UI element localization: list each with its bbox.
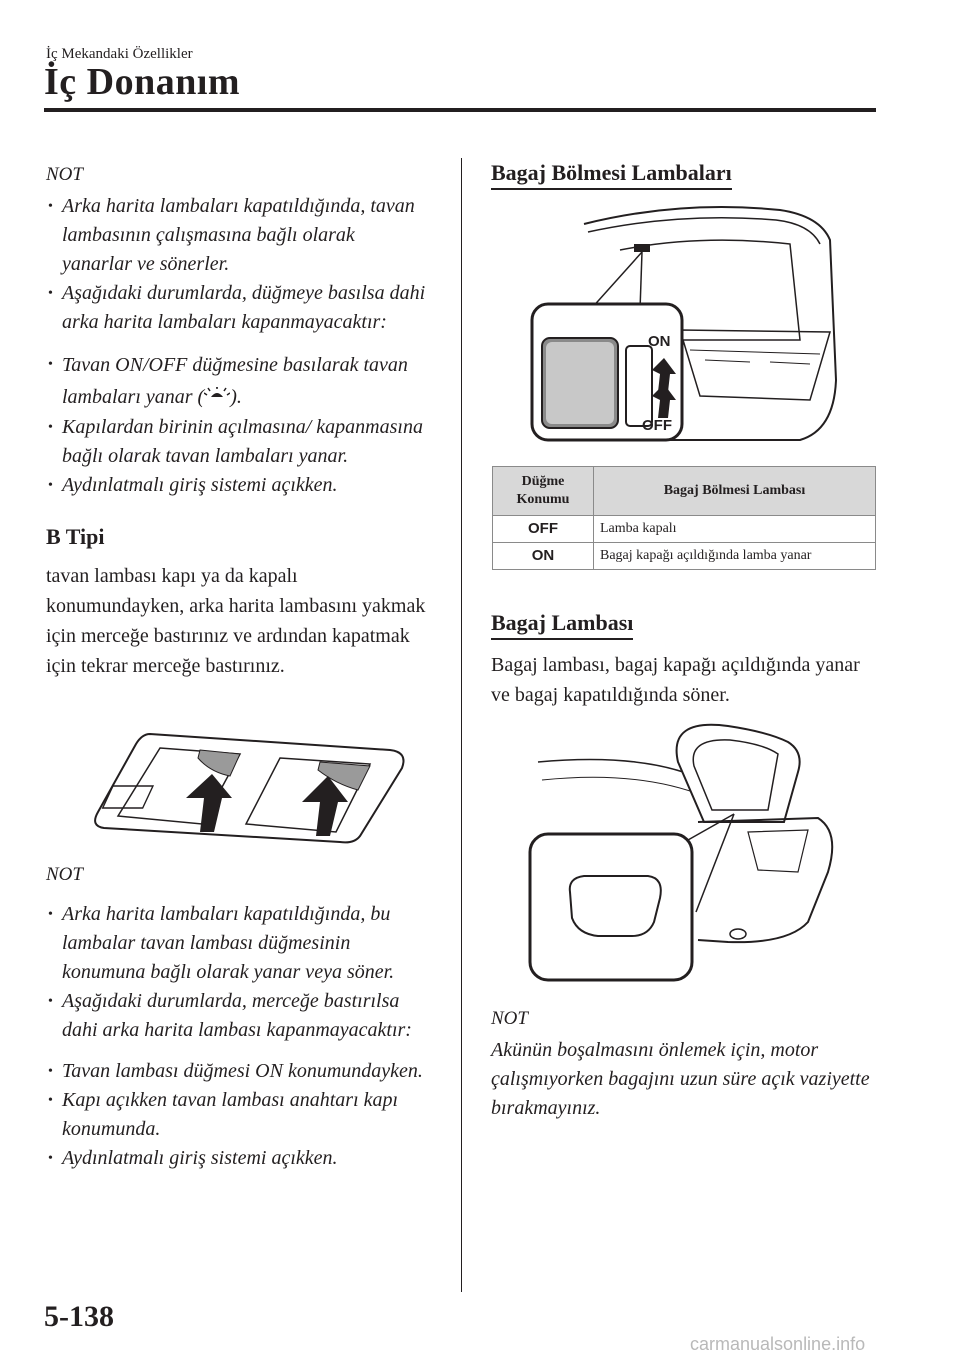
cargo-lamp-illustration [530, 200, 840, 445]
note-sub-bullet: • Kapı açıkken tavan lambası anahtarı kapı konumunda. [46, 1086, 426, 1144]
section-label: İç Mekandaki Özellikler [46, 46, 193, 62]
column-divider [461, 158, 462, 1292]
note-sub-bullet [46, 349, 426, 413]
off-label: OFF [642, 417, 672, 434]
lamp-status: Bagaj kapağı açıldığında lamba yanar [594, 543, 876, 570]
position-off: OFF [493, 516, 594, 543]
table-row [493, 516, 876, 543]
note-sub-bullet: • Tavan lambası düğmesi ON konumundayken. [46, 1057, 426, 1086]
cargo-heading: Bagaj Bölmesi Lambaları [491, 160, 732, 190]
type-b-body: tavan lambası kapı ya da kapalı konumundayken, arka harita lambasını yakmak için merceğe bastırınız ve ardından kapatmak için tekrar merceğe bastırınız. [46, 565, 426, 677]
note-body: Akünün boşalmasını önlemek için, motor çalışmıyorken bagajını uzun süre açık vaziyette bırakmayınız. [491, 1039, 870, 1119]
note-sub-text: Tavan ON/OFF düğmesine basılarak tavan lambaları yanar ( [62, 354, 408, 408]
left-column [46, 162, 426, 681]
note-bullet: • Aşağıdaki durumlarda, düğmeye basılsa dahi arka harita lambaları kapanmayacaktır: [46, 279, 426, 337]
table-header-position: Düğme Konumu [493, 467, 594, 516]
left-column-note2 [46, 862, 426, 1173]
trunk-lamp-illustration [528, 722, 840, 984]
chapter-title: İç Donanım [44, 61, 241, 103]
trunk-heading: Bagaj Lambası [491, 610, 633, 640]
note-heading: NOT [46, 164, 83, 185]
dome-lamp-icon [204, 387, 230, 403]
note-sub-text: ). [230, 386, 242, 408]
note-bullet: • Arka harita lambaları kapatıldığında, bu lambalar tavan lambası düğmesinin konumuna bağlı olarak yanar veya söner. [46, 900, 426, 987]
page-number: 5-138 [44, 1300, 114, 1333]
position-on: ON [493, 543, 594, 570]
map-lamp-illustration [90, 728, 420, 846]
note-bullet: • Arka harita lambaları kapatıldığında, tavan lambasının çalışmasına bağlı olarak yanarlar ve sönerler. [46, 192, 426, 279]
note-heading: NOT [46, 864, 83, 885]
note-bullet: • Aşağıdaki durumlarda, merceğe bastırılsa dahi arka harita lambası kapanmayacaktır: [46, 987, 426, 1045]
trunk-body: Bagaj lambası, bagaj kapağı açıldığında yanar ve bagaj kapatıldığında söner. [491, 654, 860, 706]
note-heading: NOT [491, 1008, 528, 1029]
note-sub-bullet: • Kapılardan birinin açılmasına/ kapanmasına bağlı olarak tavan lambaları yanar. [46, 413, 426, 471]
on-label: ON [648, 333, 671, 350]
note3 [491, 1006, 871, 1123]
cargo-heading-wrap [491, 160, 732, 190]
lamp-status: Lamba kapalı [594, 516, 876, 543]
switch-position-table [492, 466, 876, 570]
note-sub-bullet: • Aydınlatmalı giriş sistemi açıkken. [46, 471, 426, 500]
header-rule [44, 108, 876, 112]
table-row [493, 543, 876, 570]
type-b-heading: B Tipi [46, 524, 105, 549]
trunk-heading-wrap [491, 610, 633, 640]
watermark: carmanualsonline.info [690, 1334, 866, 1354]
table-header-lamp: Bagaj Bölmesi Lambası [594, 467, 876, 516]
note-sub-bullet: • Aydınlatmalı giriş sistemi açıkken. [46, 1144, 426, 1173]
